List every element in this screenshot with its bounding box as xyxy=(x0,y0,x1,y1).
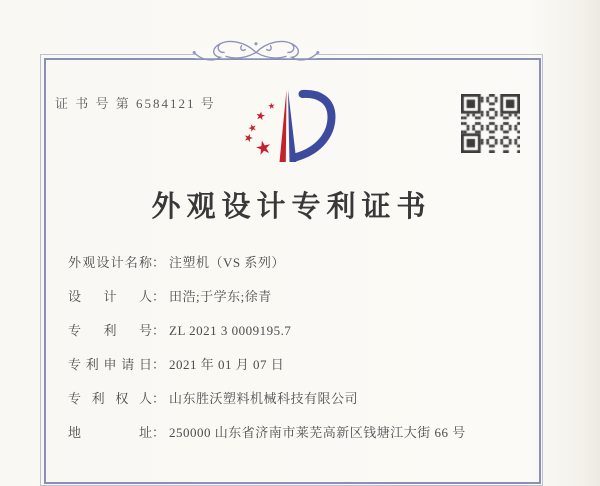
field-value: 田浩;于学东;徐青 xyxy=(169,289,272,304)
field-colon: ： xyxy=(152,323,166,338)
cnipa-emblem-icon xyxy=(240,88,336,166)
qr-code xyxy=(461,94,520,153)
field-colon: ： xyxy=(152,357,166,372)
field-value: 山东胜沃塑料机械科技有限公司 xyxy=(169,391,359,406)
obelisk-red-half xyxy=(280,90,287,162)
field-label: 外观设计名称 xyxy=(68,255,152,270)
field-value: 注塑机（VS 系列） xyxy=(169,255,285,270)
star-icon xyxy=(248,123,258,132)
field-row-patentee xyxy=(68,382,538,416)
field-colon: ： xyxy=(152,289,166,304)
p-bowl xyxy=(297,94,332,157)
field-colon: ： xyxy=(152,425,166,440)
field-label: 专利号 xyxy=(68,323,152,338)
field-row-address xyxy=(68,416,538,450)
certificate-fields xyxy=(68,246,538,450)
field-colon: ： xyxy=(152,255,166,270)
field-row-patent-number xyxy=(68,314,538,348)
field-colon: ： xyxy=(152,391,166,406)
star-icon xyxy=(243,133,253,143)
field-label: 专利权人 xyxy=(68,391,152,406)
page-title: 外观设计专利证书 xyxy=(151,191,432,223)
ornamental-flourish-icon xyxy=(182,37,330,66)
field-row-designers xyxy=(68,280,538,314)
certificate-number: 证 书 号 第 6584121 号 xyxy=(55,96,216,111)
field-row-design-name xyxy=(68,246,538,280)
star-icon xyxy=(255,139,272,155)
field-value: ZL 2021 3 0009195.7 xyxy=(169,323,292,338)
star-icon xyxy=(268,102,275,109)
star-icon xyxy=(256,111,266,121)
field-label: 设计人 xyxy=(68,289,152,304)
obelisk-blue-half xyxy=(288,90,297,162)
field-value: 250000 山东省济南市莱芜高新区钱塘江大街 66 号 xyxy=(169,425,466,440)
field-row-filing-date xyxy=(68,348,538,382)
field-label: 地址 xyxy=(68,425,152,440)
field-label: 专利申请日 xyxy=(68,357,152,372)
field-value: 2021 年 01 月 07 日 xyxy=(169,357,285,372)
